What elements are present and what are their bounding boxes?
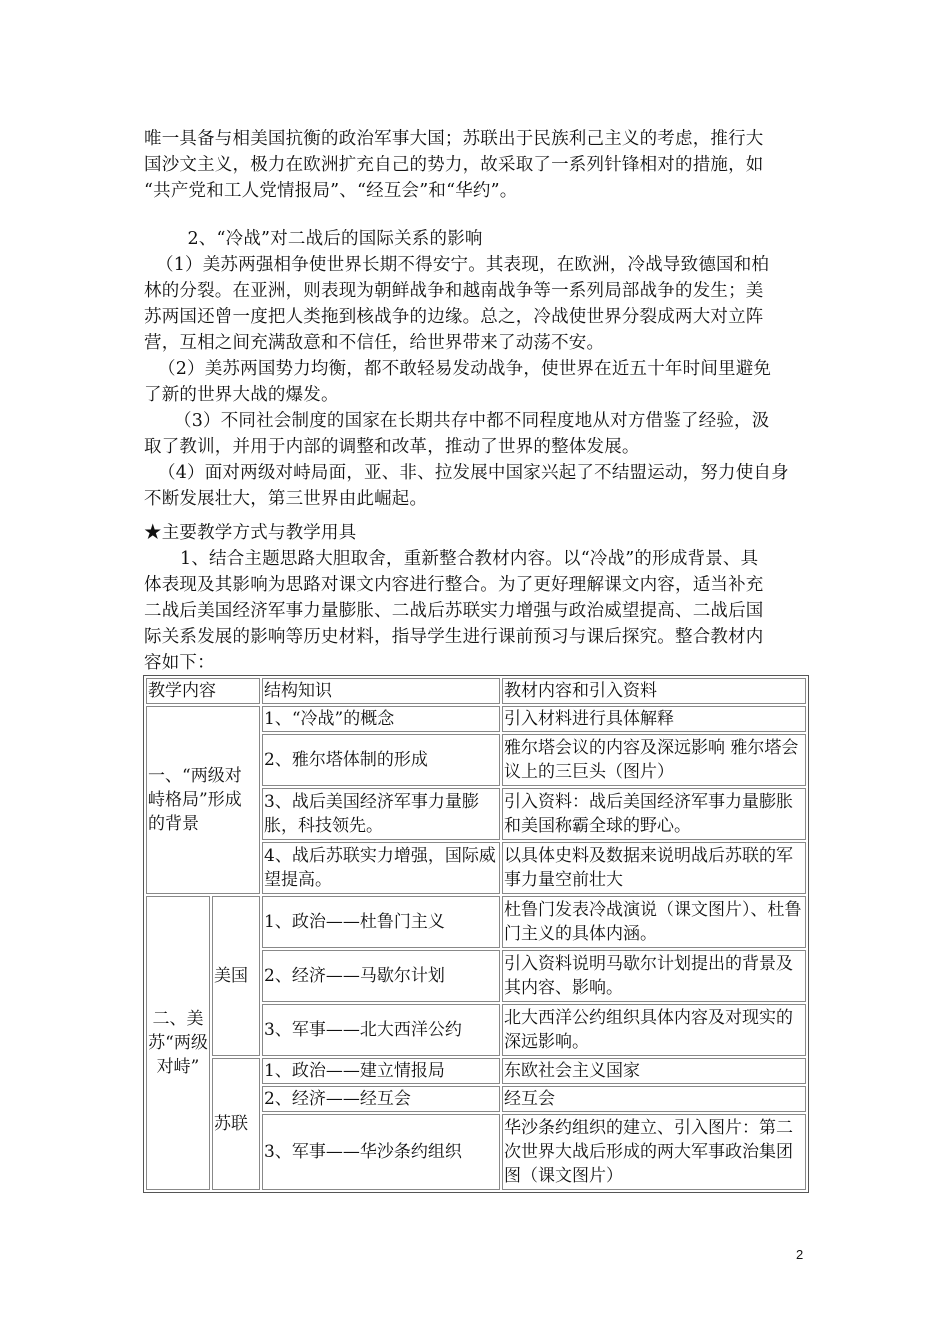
section-2-paragraph [144, 226, 809, 512]
header-cell: 教学内容 [146, 678, 260, 704]
text-line: 了新的世界大战的爆发。 [144, 385, 339, 405]
text-line: （2）美苏两国势力均衡，都不敢轻易发动战争，使世界在近五十年时间里避免 [158, 359, 772, 379]
text-line: 1、结合主题思路大胆取舍，重新整合教材内容。以“冷战”的形成背景、具 [180, 549, 759, 569]
material-cell: 华沙条约组织的建立、引入图片：第二次世界大战后形成的两大军事政治集团图（课文图片） [502, 1114, 806, 1190]
header-cell: 教材内容和引入资料 [502, 678, 806, 704]
table-row [146, 706, 806, 732]
text-line: 苏两国还曾一度把人类拖到核战争的边缘。总之，冷战使世界分裂成两大对立阵 [144, 307, 764, 327]
knowledge-cell: 3、战后美国经济军事力量膨胀，科技领先。 [262, 788, 500, 840]
text-line: （1）美苏两强相争使世界长期不得安宁。其表现，在欧洲，冷战导致德国和柏 [156, 255, 770, 275]
text-line: 容如下： [144, 653, 215, 673]
material-cell: 以具体史料及数据来说明战后苏联的军事力量空前壮大 [502, 842, 806, 894]
text-line: （3）不同社会制度的国家在长期共存中都不同程度地从对方借鉴了经验，汲 [174, 411, 770, 431]
material-cell: 经互会 [502, 1086, 806, 1112]
text-line: 林的分裂。在亚洲，则表现为朝鲜战争和越南战争等一系列局部战争的发生；美 [144, 281, 764, 301]
page-number: 2 [796, 1247, 804, 1262]
material-cell: 北大西洋公约组织具体内容及对现实的深远影响。 [502, 1004, 806, 1056]
text-line: “共产党和工人党情报局”、“经互会”和“华约”。 [144, 181, 518, 201]
material-cell: 引入材料进行具体解释 [502, 706, 806, 732]
knowledge-cell: 1、政治——杜鲁门主义 [262, 896, 500, 948]
material-cell: 杜鲁门发表冷战演说（课文图片）、杜鲁门主义的具体内涵。 [502, 896, 806, 948]
knowledge-cell: 1、政治——建立情报局 [262, 1058, 500, 1084]
knowledge-cell: 3、军事——北大西洋公约 [262, 1004, 500, 1056]
material-cell: 东欧社会主义国家 [502, 1058, 806, 1084]
knowledge-cell: 2、雅尔塔体制的形成 [262, 734, 500, 786]
section-2-label: 二、美苏“两级对峙” [146, 896, 210, 1190]
section-heading: 2、“冷战”对二战后的国际关系的影响 [164, 229, 483, 249]
knowledge-cell: 2、经济——经互会 [262, 1086, 500, 1112]
text-line: 取了教训，并用于内部的调整和改革，推动了世界的整体发展。 [144, 437, 640, 457]
ussr-label: 苏联 [212, 1058, 260, 1190]
text-line: 际关系发展的影响等历史材料，指导学生进行课前预习与课后探究。整合教材内 [144, 627, 764, 647]
text-line: 国沙文主义，极力在欧洲扩充自己的势力，故采取了一系列针锋相对的措施，如 [144, 155, 764, 175]
material-cell: 雅尔塔会议的内容及深远影响 雅尔塔会议上的三巨头（图片） [502, 734, 806, 786]
text-line: 体表现及其影响为思路对课文内容进行整合。为了更好理解课文内容，适当补充 [144, 575, 764, 595]
knowledge-cell: 2、经济——马歇尔计划 [262, 950, 500, 1002]
text-line: 二战后美国经济军事力量膨胀、二战后苏联实力增强与政治威望提高、二战后国 [144, 601, 764, 621]
teaching-method-paragraph [144, 520, 809, 676]
text-line: 营，互相之间充满敌意和不信任，给世界带来了动荡不安。 [144, 333, 605, 353]
text-line: 不断发展壮大，第三世界由此崛起。 [144, 489, 428, 509]
knowledge-cell: 3、军事——华沙条约组织 [262, 1114, 500, 1190]
section-heading: ★主要教学方式与教学用具 [144, 523, 357, 543]
usa-label: 美国 [212, 896, 260, 1056]
intro-paragraph [144, 126, 809, 204]
knowledge-cell: 1、“冷战”的概念 [262, 706, 500, 732]
material-cell: 引入资料说明马歇尔计划提出的背景及其内容、影响。 [502, 950, 806, 1002]
knowledge-cell: 4、战后苏联实力增强，国际威望提高。 [262, 842, 500, 894]
content-table [143, 675, 809, 1193]
table-header-row [146, 678, 806, 704]
header-cell: 结构知识 [262, 678, 500, 704]
table-row [146, 1058, 806, 1084]
material-cell: 引入资料：战后美国经济军事力量膨胀和美国称霸全球的野心。 [502, 788, 806, 840]
section-1-label: 一、“两级对峙格局”形成的背景 [146, 706, 260, 894]
table-row [146, 896, 806, 948]
text-line: 唯一具备与相美国抗衡的政治军事大国；苏联出于民族利己主义的考虑，推行大 [144, 129, 764, 149]
text-line: （4）面对两级对峙局面，亚、非、拉发展中国家兴起了不结盟运动，努力使自身 [158, 463, 789, 483]
